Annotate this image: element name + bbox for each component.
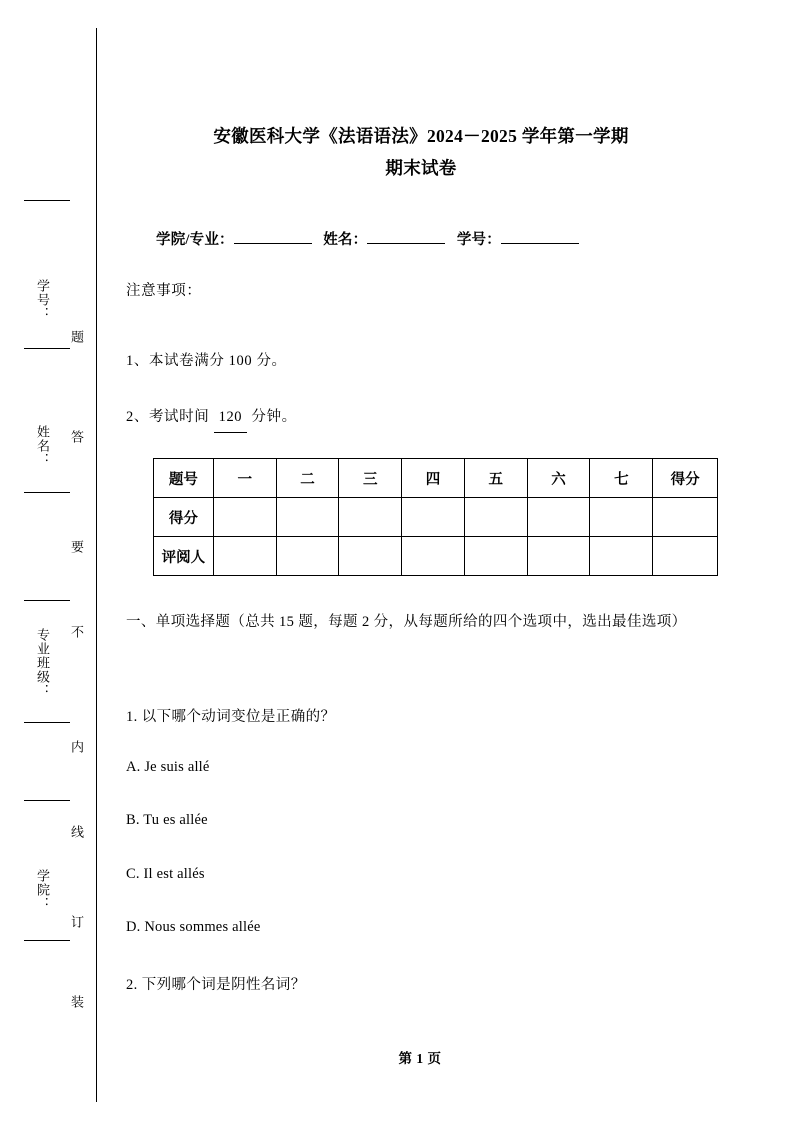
score-cell-2-4[interactable] (402, 537, 465, 576)
note-2-suffix: 分钟。 (251, 409, 297, 425)
seal-dash-4 (24, 600, 70, 601)
seal-dash-6 (24, 800, 70, 801)
student-info-line (156, 228, 716, 249)
score-cell-2-7[interactable] (590, 537, 653, 576)
seal-dash-1 (24, 200, 70, 201)
score-cell-1-2[interactable] (276, 498, 339, 537)
score-cell-2-1[interactable] (213, 537, 276, 576)
score-cell-2-2[interactable] (276, 537, 339, 576)
question-2: 2. 下列哪个词是阴性名词？ (126, 977, 306, 993)
seal-dash-2 (24, 348, 70, 349)
score-col-4: 四 (402, 459, 465, 498)
score-col-2: 二 (276, 459, 339, 498)
dept-label: 学院/专业： (156, 232, 234, 248)
question-1-option-b[interactable]: B. Tu es allée (126, 812, 208, 828)
seal-field-college: 学院： (35, 869, 50, 911)
seal-char-6: 线 (69, 825, 84, 839)
seal-char-7: 订 (69, 915, 84, 929)
seal-field-name: 姓名： (35, 425, 50, 467)
page-footer: 第 1 页 (398, 1051, 442, 1066)
question-1-option-d[interactable]: D. Nous sommes allée (126, 919, 261, 935)
score-cell-1-1[interactable] (213, 498, 276, 537)
seal-dash-7 (24, 940, 70, 941)
score-cell-2-total[interactable] (653, 537, 718, 576)
question-1: 1. 以下哪个动词变位是正确的？ (126, 709, 336, 725)
exam-duration-value: 120 (214, 404, 248, 433)
score-row-label-0: 题号 (154, 459, 214, 498)
section-1-heading: 一、单项选择题（总共 15 题，每题 2 分，从每题所给的四个选项中，选出最佳选项） (126, 614, 687, 630)
score-col-1: 一 (213, 459, 276, 498)
seal-field-student-id: 学号： (35, 279, 50, 321)
question-1-option-a[interactable]: A. Je suis allé (126, 759, 210, 775)
table-row-score (154, 498, 718, 537)
score-table (153, 458, 718, 576)
seal-dash-5 (24, 722, 70, 723)
table-row-grader (154, 537, 718, 576)
note-2 (126, 404, 714, 433)
seal-char-4: 不 (69, 625, 84, 639)
note-2-prefix: 2、考试时间 (126, 409, 210, 425)
title-line-1: 安徽医科大学《法语语法》2024－2025 学年第一学期 (213, 126, 629, 146)
seal-margin (0, 0, 100, 1122)
margin-vertical-rule (96, 28, 97, 1102)
student-id-label: 学号： (456, 232, 501, 248)
question-1-option-c[interactable]: C. Il est allés (126, 866, 205, 882)
exam-paper-body (120, 0, 720, 1122)
score-cell-1-6[interactable] (527, 498, 590, 537)
score-row-label-2: 评阅人 (154, 537, 214, 576)
score-row-label-1: 得分 (154, 498, 214, 537)
note-1: 1、本试卷满分 100 分。 (126, 353, 287, 369)
notes-heading: 注意事项： (126, 283, 202, 299)
score-col-5: 五 (464, 459, 527, 498)
seal-char-8: 装 (69, 995, 84, 1009)
score-cell-1-total[interactable] (653, 498, 718, 537)
score-cell-2-5[interactable] (464, 537, 527, 576)
seal-char-5: 内 (69, 740, 84, 754)
score-cell-1-4[interactable] (402, 498, 465, 537)
score-cell-1-7[interactable] (590, 498, 653, 537)
table-row-header (154, 459, 718, 498)
seal-dash-3 (24, 492, 70, 493)
name-blank[interactable] (367, 228, 445, 244)
seal-field-class: 专业班级： (35, 628, 50, 698)
name-label: 姓名： (323, 232, 368, 248)
score-col-6: 六 (527, 459, 590, 498)
seal-char-3: 要 (69, 540, 84, 554)
student-id-blank[interactable] (501, 228, 579, 244)
score-cell-2-3[interactable] (339, 537, 402, 576)
score-col-total: 得分 (653, 459, 718, 498)
dept-blank[interactable] (234, 228, 312, 244)
score-cell-1-5[interactable] (464, 498, 527, 537)
seal-char-2: 答 (69, 430, 84, 444)
score-col-7: 七 (590, 459, 653, 498)
score-cell-1-3[interactable] (339, 498, 402, 537)
page-title (128, 120, 714, 185)
title-line-2: 期末试卷 (385, 158, 457, 179)
score-col-3: 三 (339, 459, 402, 498)
seal-char-1: 题 (69, 330, 84, 344)
score-cell-2-6[interactable] (527, 537, 590, 576)
